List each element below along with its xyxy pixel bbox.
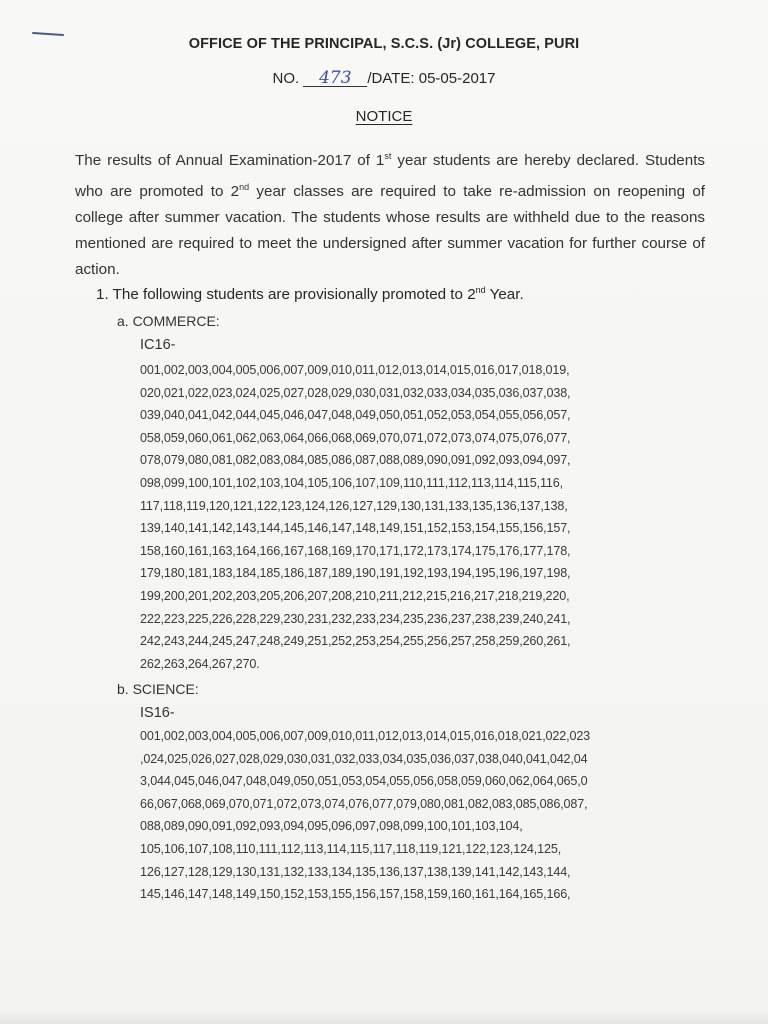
reference-line: [0, 70, 768, 87]
notice-title-text: NOTICE: [355, 108, 413, 125]
notice-intro: [75, 143, 705, 283]
roll-line: 139,140,141,142,143,144,145,146,147,148,149,151,152,153,154,155,156,157,: [140, 521, 571, 536]
intro-sup-1: st: [384, 151, 392, 161]
commerce-code: IC16-: [140, 337, 176, 353]
roll-line: 126,127,128,129,130,131,132,133,134,135,136,137,138,139,141,142,143,144,: [140, 864, 571, 879]
roll-line: 078,079,080,081,082,083,084,085,086,087,088,089,090,091,092,093,094,097,: [140, 453, 571, 468]
roll-line: 145,146,147,148,149,150,152,153,155,156,157,158,159,160,161,164,165,166,: [140, 887, 571, 902]
roll-line: 058,059,060,061,062,063,064,066,068,069,070,071,072,073,074,075,076,077,: [140, 430, 571, 445]
notice-date: 05-05-2017: [418, 70, 496, 87]
intro-text-2: year students are hereby declared. Students who are promoted to 2: [75, 152, 706, 201]
intro-text-3: year classes are required to take re-admission on reopening of college after summer vacation. The students whose results are withheld due to the reasons mentioned are required to meet the undersigned after summer vacation for further course of action.: [75, 183, 706, 279]
roll-line: ,024,025,026,027,028,029,030,031,032,033,034,035,036,037,038,040,041,042,04: [140, 751, 588, 766]
roll-line: 66,067,068,069,070,071,072,073,074,076,077,079,080,081,082,083,085,086,087,: [140, 796, 588, 811]
roll-line: 098,099,100,101,102,103,104,105,106,107,109,110,111,112,113,114,115,116,: [140, 475, 563, 490]
science-code: IS16-: [140, 705, 175, 721]
intro-text-1: The results of Annual Examination-2017 of 1: [75, 152, 385, 170]
notice-number: 473: [303, 70, 367, 87]
roll-line: 020,021,022,023,024,025,027,028,029,030,031,032,033,034,035,036,037,038,: [140, 385, 571, 400]
roll-line: 088,089,090,091,092,093,094,095,096,097,098,099,100,101,103,104,: [140, 819, 523, 834]
intro-sup-2: nd: [239, 182, 250, 193]
roll-line: 001,002,003,004,005,006,007,009,010,011,012,013,014,015,016,018,021,022,023: [140, 729, 591, 743]
date-label: /DATE:: [367, 70, 415, 87]
roll-line: 039,040,041,042,044,045,046,047,048,049,050,051,052,053,054,055,056,057,: [140, 408, 571, 423]
item-tail: Year.: [485, 286, 524, 304]
roll-line: 3,044,045,046,047,048,049,050,051,053,054,055,056,058,059,060,062,064,065,0: [140, 774, 588, 789]
notice-title: [0, 108, 768, 125]
item-text: The following students are provisionally promoted to 2: [112, 286, 476, 304]
roll-line: 222,223,225,226,228,229,230,231,232,233,234,235,236,237,238,239,240,241,: [140, 611, 571, 626]
list-item-1: [96, 285, 524, 303]
roll-line: 158,160,161,163,164,166,167,168,169,170,171,172,173,174,175,176,177,178,: [140, 543, 571, 558]
roll-line: 001,002,003,004,005,006,007,009,010,011,012,013,014,015,016,017,018,019,: [140, 363, 570, 377]
item-number: 1.: [96, 286, 109, 304]
commerce-label: a. COMMERCE:: [117, 313, 220, 329]
roll-line: 262,263,264,267,270.: [140, 656, 260, 671]
no-label: NO.: [272, 70, 300, 87]
roll-line: 105,106,107,108,110,111,112,113,114,115,117,118,119,121,122,123,124,125,: [140, 841, 562, 856]
roll-line: 179,180,181,183,184,185,186,187,189,190,191,192,193,194,195,196,197,198,: [140, 566, 571, 581]
science-label: b. SCIENCE:: [117, 681, 199, 697]
roll-line: 242,243,244,245,247,248,249,251,252,253,254,255,256,257,258,259,260,261,: [140, 634, 571, 649]
roll-line: 199,200,201,202,203,205,206,207,208,210,211,212,215,216,217,218,219,220,: [140, 588, 570, 603]
office-heading: OFFICE OF THE PRINCIPAL, S.C.S. (Jr) COLLEGE, PURI: [188, 36, 580, 52]
roll-line: 117,118,119,120,121,122,123,124,126,127,129,130,131,133,135,136,137,138,: [140, 498, 568, 513]
commerce-roll-list: [140, 359, 710, 675]
page-bottom-edge: [0, 1012, 768, 1024]
item-sup: nd: [475, 285, 486, 295]
science-roll-list: [140, 725, 710, 906]
